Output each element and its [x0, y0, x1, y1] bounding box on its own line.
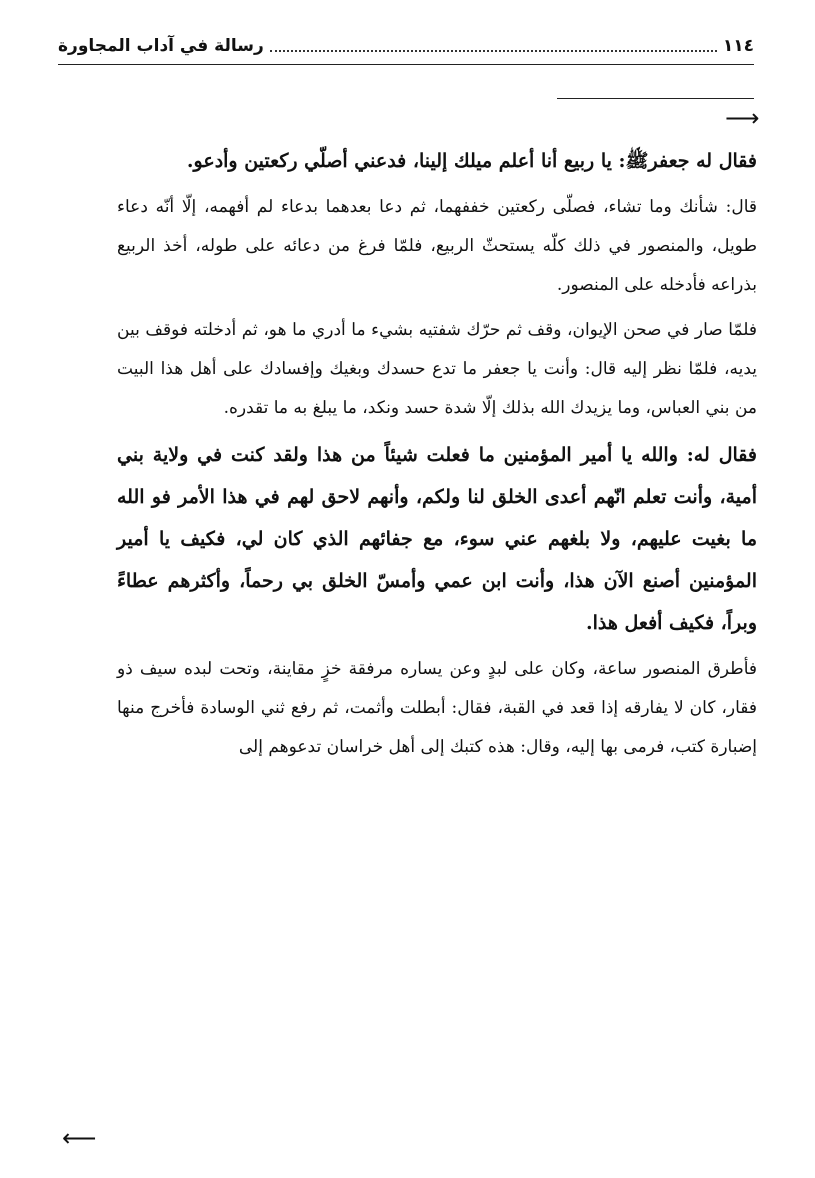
paragraph-2: قال: شأنك وما تشاء، فصلّى ركعتين خففهما، ثم دعا بعدهما بدعاء لم أفهمه، إلّا أنّه دعاء طويل، والمنصور في ذلك كلّه يستحثّ الربيع، فلمّا فرغ من دعائه على طوله، أخذ الربيع بذراعه فأدخله على المنصور.: [117, 197, 757, 295]
paragraph-4: فقال له: والله يا أمير المؤمنين ما فعلت شيئاً من هذا ولقد كنت في ولاية بني أمية، وأنت تعلم انّهم أعدى الخلق لنا ولكم، وأنهم لاحق لهم في هذا الأمر فو الله ما بغيت عليهم، ولا بلغهم عني سوء، مع جفائهم الذي كان لي، فكيف يا أمير المؤمنين أصنع الآن هذا، وأنت ابن عمي وأمسّ الخلق بي رحماً، وأكثرهم عطاءً وبراً، فكيف أفعل هذا.: [117, 444, 757, 634]
header-dot-leader: [270, 40, 717, 52]
arrow-left-icon: ⟵: [62, 1124, 97, 1152]
running-title: رسالة في آداب المجاورة: [58, 36, 264, 56]
arrow-right-icon: ⟶: [725, 104, 760, 132]
body-text: [117, 140, 757, 773]
page-header: [58, 28, 754, 65]
paragraph-1: فقال له جعفرﷺ: يا ربيع أنا أعلم ميلك إلينا، فدعني أصلّي ركعتين وأدعو.: [186, 150, 757, 172]
paragraph-5: فأطرق المنصور ساعة، وكان على لبدٍ وعن يساره مرفقة خزٍ مقاينة، وتحت لبده سيف ذو فقار، كان لا يفارقه إذا قعد في القبة، فقال: أبطلت وأثمت، ثم رفع ثني الوسادة فأخرج منها إضبارة كتب، فرمى بها إليه، وقال: هذه كتبك إلى أهل خراسان تدعوهم إلى: [117, 659, 757, 757]
footnote-separator: [557, 98, 754, 99]
paragraph-3: فلمّا صار في صحن الإيوان، وقف ثم حرّك شفتيه بشيء ما أدري ما هو، ثم أدخلته فوقف بين يديه، فلمّا نظر إليه قال: وأنت يا جعفر ما تدع حسدك وبغيك وإفسادك على أهل هذا البيت من بني العباس، وما يزيدك الله بذلك إلّا شدة حسد ونكد، ما يبلغ به ما تقدره.: [117, 320, 757, 418]
page-number: ١١٤: [722, 36, 754, 56]
